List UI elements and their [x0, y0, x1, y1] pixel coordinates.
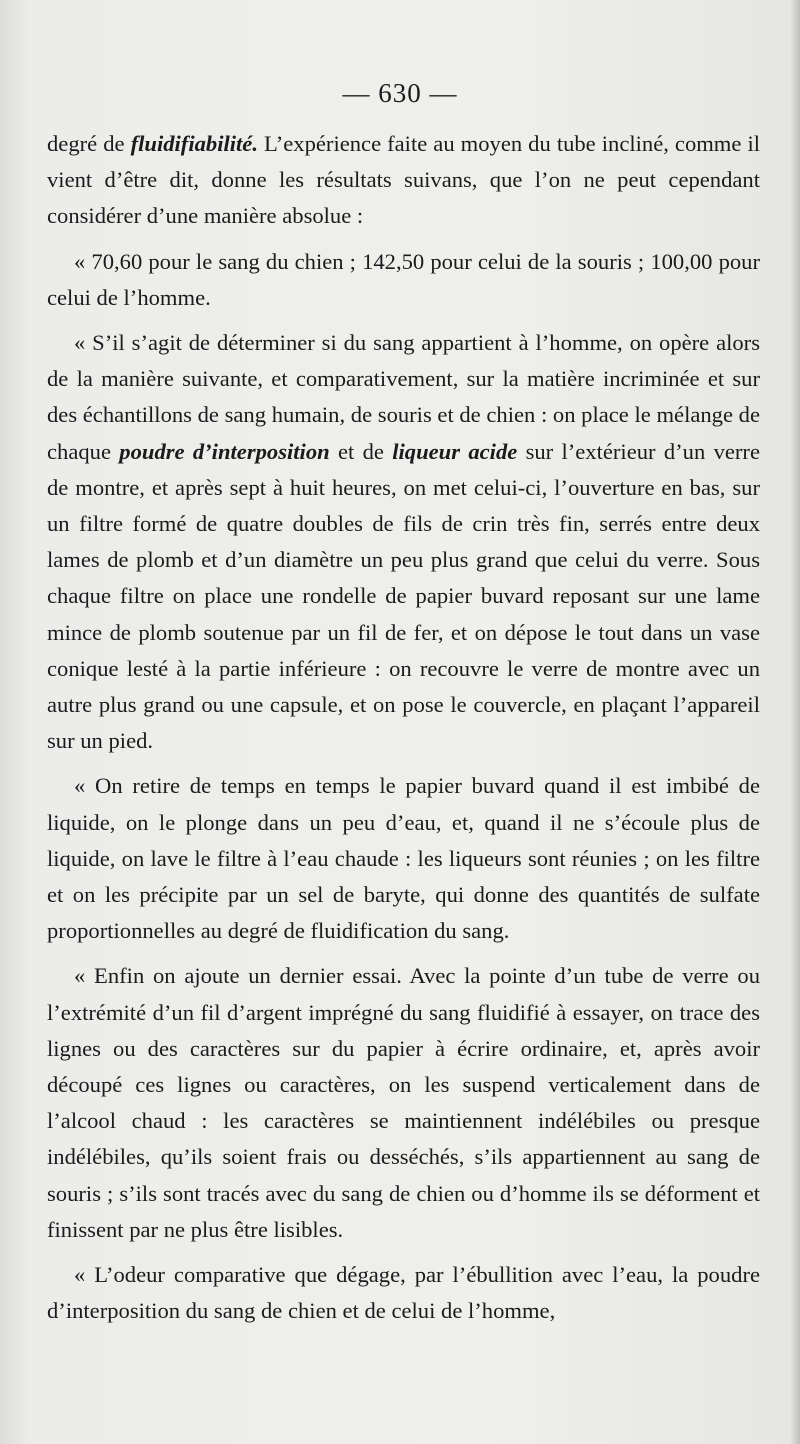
body-text	[47, 126, 760, 1330]
text-run: et de	[329, 438, 393, 464]
emphasis-term: liqueur acide	[392, 438, 518, 464]
text-run: « Enfin on ajoute un dernier essai. Avec la pointe d’un tube de verre ou l’extrémité d’un fil d’argent imprégné du sang fluidifié à essayer, on trace des lignes ou des caractères sur du papier à écrire ordinaire, et, après avoir découpé ces lignes ou caractères, on les suspend verticalement dans de l’alcool chaud : les caractères se maintiennent indélébiles ou presque indélébiles, qu’ils soient frais ou desséchés, s’ils appartiennent au sang de souris ; s’ils sont tracés avec du sang de chien ou d’homme ils se déforment et finissent par ne plus être lisibles.	[47, 963, 760, 1242]
text-run: « L’odeur comparative que dégage, par l’ébullition avec l’eau, la poudre d’interposition du sang de chien et de celui de l’homme,	[47, 1262, 760, 1324]
text-run: « S’il s’agit de déterminer si du sang appartient à l’homme, on opère alors de la manière suivante, et comparativement, sur la matière incriminée et sur des échantillons de sang humain, de souris et de chien : on place le mélange de chaque	[47, 330, 760, 464]
text-run: « On retire de temps en temps le papier buvard quand il est imbibé de liquide, on le plonge dans un peu d’eau, et, quand il ne s’écoule plus de liquide, on lave le filtre à l’eau chaude : les liqueurs sont réunies ; on les filtre et on les précipite par un sel de baryte, qui donne des quantités de sulfate proportionnelles au degré de fluidification du sang.	[47, 773, 760, 944]
paragraph-continuation	[47, 126, 760, 235]
text-run: L’expérience faite au moyen du tube incliné, comme il vient d’être dit, donne les résultats suivans, que l’on ne peut cependant considérer d’une manière absolue :	[47, 131, 761, 229]
emphasis-term: fluidifiabilité.	[130, 131, 258, 156]
text-run: degré de	[47, 131, 131, 156]
text-run: « 70,60 pour le sang du chien ; 142,50 pour celui de la souris ; 100,00 pour celui de l’homme.	[47, 248, 760, 310]
paragraph-procedure	[47, 325, 760, 759]
paragraph-final-test	[47, 958, 760, 1248]
page-number: — 630 —	[342, 78, 458, 108]
paragraph-filtration	[47, 768, 760, 949]
emphasis-term: poudre d’interposition	[119, 438, 330, 464]
paragraph-odor	[47, 1257, 760, 1329]
text-run: sur l’extérieur d’un verre de montre, et après sept à huit heures, on met celui-ci, l’ouverture en bas, sur un filtre formé de quatre doubles de fils de crin très fin, serrés entre deux lames de plomb et d’un diamètre un peu plus grand que celui du verre. Sous chaque filtre on place une rondelle de papier buvard reposant sur une lame mince de plomb soutenue par un fil de fer, et on dépose le tout dans un vase conique lesté à la partie inférieure : on recouvre le verre de montre avec un autre plus grand ou une capsule, et on pose le couvercle, en plaçant l’appareil sur un pied.	[47, 438, 760, 754]
page-edge-shadow	[790, 0, 800, 1444]
paragraph-results	[47, 244, 760, 316]
